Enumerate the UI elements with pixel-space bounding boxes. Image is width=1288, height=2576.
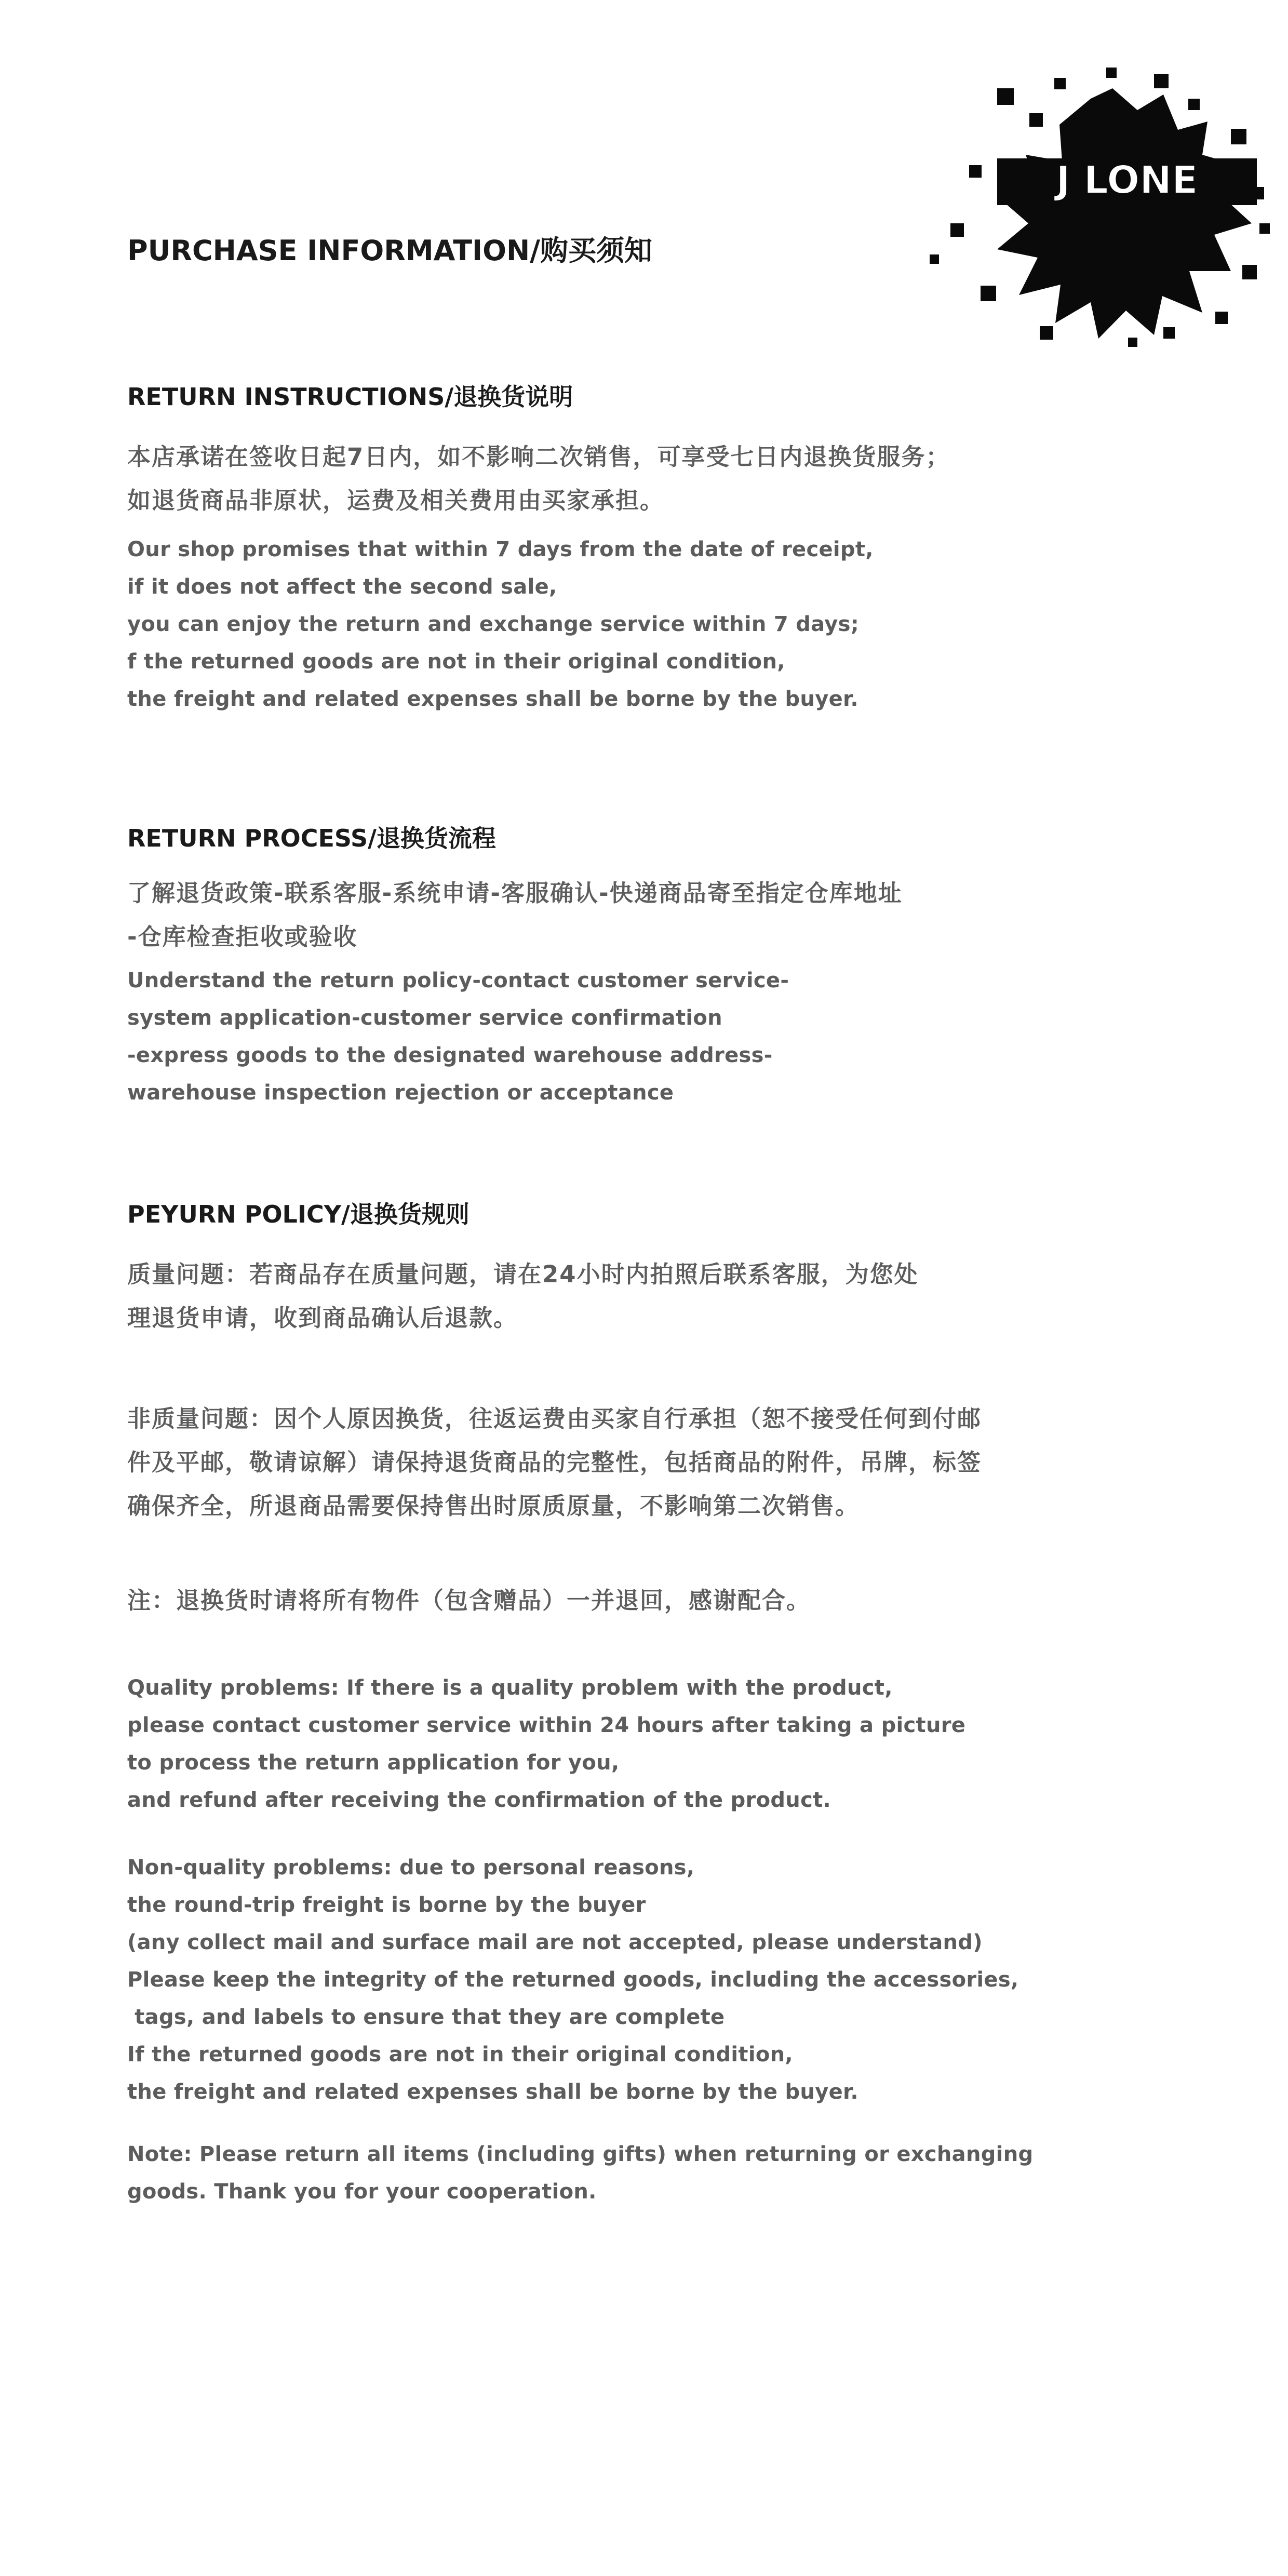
text-line: the round-trip freight is borne by the buyer (127, 1893, 646, 1917)
text-line: 本店承诺在签收日起7日内，如不影响二次销售，可享受七日内退换货服务； (127, 443, 950, 471)
return-process-en (127, 962, 789, 1111)
text-line: goods. Thank you for your cooperation. (127, 2180, 597, 2204)
return-instructions-cn (127, 435, 950, 522)
policy-quality-en (127, 1669, 965, 1819)
text-line: 件及平邮，敬请谅解）请保持退货商品的完整性，包括商品的附件，吊牌，标签 (127, 1448, 982, 1476)
text-line: 如退货商品非原状，运费及相关费用由买家承担。 (127, 487, 665, 514)
return-instructions-en (127, 531, 874, 718)
text-line: Quality problems: If there is a quality problem with the product, (127, 1676, 893, 1700)
text-line: you can enjoy the return and exchange service within 7 days; (127, 612, 860, 636)
text-line: 确保齐全，所退商品需要保持售出时原质原量，不影响第二次销售。 (127, 1492, 860, 1520)
text-line: Please keep the integrity of the returned goods, including the accessories, (127, 1968, 1019, 1992)
text-line: the freight and related expenses shall be borne by the buyer. (127, 687, 858, 711)
text-line: Note: Please return all items (including gifts) when returning or exchanging (127, 2142, 1034, 2166)
policy-non-quality-cn (127, 1397, 982, 1528)
text-line: 注：退换货时请将所有物件（包含赠品）一并退回，感谢配合。 (127, 1587, 811, 1614)
brand-logo (919, 68, 1272, 348)
text-line: f the returned goods are not in their original condition, (127, 650, 785, 674)
policy-non-quality-en (127, 1849, 1018, 2111)
text-line: warehouse inspection rejection or acceptance (127, 1081, 674, 1105)
text-line: 理退货申请，收到商品确认后退款。 (127, 1304, 518, 1332)
policy-note-cn (127, 1579, 811, 1622)
return-policy-heading: PEYURN POLICY/退换货规则 (127, 1200, 469, 1228)
text-line: if it does not affect the second sale, (127, 575, 557, 599)
policy-note-en (127, 2136, 1033, 2210)
text-line: Understand the return policy-contact customer service- (127, 969, 789, 992)
text-line: please contact customer service within 24 hours after taking a picture (127, 1713, 966, 1737)
text-line: Our shop promises that within 7 days from the date of receipt, (127, 538, 874, 561)
text-line: -仓库检查拒收或验收 (127, 923, 358, 950)
text-line: 非质量问题：因个人原因换货，往返运费由买家自行承担（恕不接受任何到付邮 (127, 1405, 982, 1432)
text-line: and refund after receiving the confirmation of the product. (127, 1788, 831, 1812)
text-line: 了解退货政策-联系客服-系统申请-客服确认-快递商品寄至指定仓库地址 (127, 879, 903, 907)
text-line: 质量问题：若商品存在质量问题，请在24小时内拍照后联系客服，为您处 (127, 1260, 919, 1288)
text-line: to process the return application for you, (127, 1751, 620, 1775)
return-instructions-heading: RETURN INSTRUCTIONS/退换货说明 (127, 383, 573, 411)
return-process-cn (127, 871, 903, 959)
text-line: tags, and labels to ensure that they are complete (127, 2005, 725, 2029)
ink-splatter-icon (919, 68, 1272, 348)
text-line: Non-quality problems: due to personal reasons, (127, 1856, 695, 1880)
policy-quality-cn (127, 1253, 919, 1340)
text-line: If the returned goods are not in their original condition, (127, 2043, 793, 2067)
return-process-heading: RETURN PROCESS/退换货流程 (127, 824, 496, 852)
text-line: system application-customer service confirmation (127, 1006, 722, 1030)
text-line: (any collect mail and surface mail are not accepted, please understand) (127, 1930, 983, 1954)
logo-text: J LONE (1056, 158, 1198, 203)
page-title: PURCHASE INFORMATION/购买须知 (127, 234, 652, 267)
text-line: -express goods to the designated warehouse address- (127, 1043, 773, 1067)
text-line: the freight and related expenses shall be borne by the buyer. (127, 2080, 858, 2104)
